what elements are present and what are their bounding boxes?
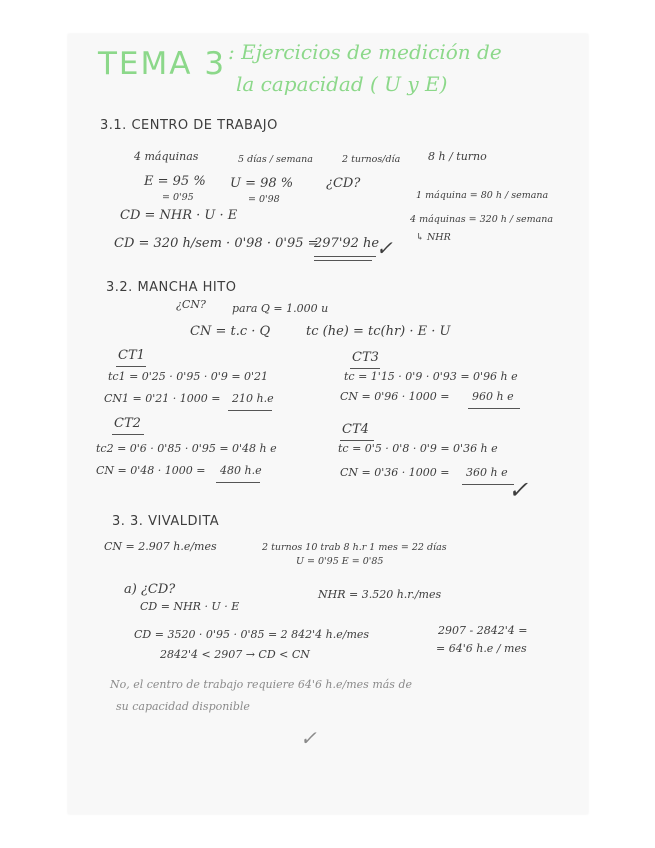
ct1-tc: tc1 = 0'25 · 0'95 · 0'9 = 0'21 [108, 370, 269, 383]
ct4-tc: tc = 0'5 · 0'8 · 0'9 = 0'36 h e [338, 442, 498, 455]
s31-result-underline-2 [314, 260, 372, 261]
ct1-result-underline [228, 410, 272, 411]
ct3-cn: CN = 0'96 · 1000 = [340, 390, 450, 403]
s31-result: 297'92 he [314, 236, 380, 251]
s31-rate-four: 4 máquinas = 320 h / semana [410, 214, 554, 225]
ct2-result: 480 h.e [220, 464, 262, 477]
s32-quantity: para Q = 1.000 u [232, 302, 329, 315]
ct4-result-underline [462, 484, 514, 485]
ct2-tc: tc2 = 0'6 · 0'85 · 0'95 = 0'48 h e [96, 442, 277, 455]
ct1-cn: CN1 = 0'21 · 1000 = [104, 392, 221, 405]
ct1-underline [116, 366, 146, 367]
ct4-result: 360 h e [466, 466, 508, 479]
s31-efficiency: E = 95 % [144, 174, 206, 189]
heading-3-1: 3.1. CENTRO DE TRABAJO [100, 118, 278, 133]
heading-3-3: 3. 3. VIVALDITA [112, 514, 220, 529]
s32-question: ¿CN? [176, 298, 206, 311]
ct2-label: CT2 [114, 416, 141, 431]
title-tema: TEMA 3 [98, 46, 227, 82]
s33-calc: CD = 3520 · 0'95 · 0'85 = 2 842'4 h.e/mes [134, 628, 370, 641]
s31-efficiency-decimal: = 0'95 [162, 192, 194, 203]
title-line1: : Ejercicios de medición de [228, 40, 502, 64]
ct2-cn: CN = 0'48 · 1000 = [96, 464, 206, 477]
ct3-result: 960 h e [472, 390, 514, 403]
ct3-underline [350, 368, 380, 369]
title-line2: la capacidad ( U y E) [236, 72, 448, 96]
s31-formula: CD = NHR · U · E [120, 208, 238, 223]
s33-diff-1: 2907 - 2842'4 = [438, 624, 528, 637]
s33-check-icon: ✓ [300, 726, 317, 750]
s31-calc: CD = 320 h/sem · 0'98 · 0'95 = [114, 236, 319, 251]
ct3-tc: tc = 1'15 · 0'9 · 0'93 = 0'96 h e [344, 370, 518, 383]
s31-days: 5 días / semana [238, 154, 313, 165]
s33-diff-2: = 64'6 h.e / mes [436, 642, 527, 655]
ct4-label: CT4 [342, 422, 369, 437]
s33-ue: U = 0'95 E = 0'85 [296, 556, 384, 567]
s32-check-icon: ✓ [508, 476, 529, 504]
ct2-underline [112, 434, 144, 435]
s33-conclusion-1: No, el centro de trabajo requiere 64'6 h.e/mes más de [110, 678, 412, 691]
ct3-result-underline [468, 408, 520, 409]
ct2-result-underline [216, 482, 260, 483]
s31-utilization-decimal: = 0'98 [248, 194, 280, 205]
s31-result-underline [314, 256, 376, 257]
s31-hours: 8 h / turno [428, 150, 487, 163]
s32-formula-tc: tc (he) = tc(hr) · E · U [306, 324, 451, 339]
ct3-label: CT3 [352, 350, 379, 365]
heading-3-2: 3.2. MANCHA HITO [106, 280, 237, 295]
s31-utilization: U = 98 % [230, 176, 294, 191]
s32-formula-cn: CN = t.c · Q [190, 324, 271, 339]
s33-cn: CN = 2.907 h.e/mes [104, 540, 217, 553]
s31-rate-one: 1 máquina = 80 h / semana [416, 190, 549, 201]
s31-check-icon: ✓ [376, 236, 393, 260]
ct4-underline [340, 440, 374, 441]
s31-shifts: 2 turnos/día [342, 154, 401, 165]
s31-question: ¿CD? [326, 176, 361, 191]
ct4-cn: CN = 0'36 · 1000 = [340, 466, 450, 479]
s31-machines: 4 máquinas [134, 150, 199, 163]
s33-formula: CD = NHR · U · E [140, 600, 240, 613]
s33-nhr: NHR = 3.520 h.r./mes [318, 588, 442, 601]
s33-conclusion-2: su capacidad disponible [116, 700, 250, 713]
s31-nhr-arrow: ↳ NHR [416, 232, 451, 243]
s33-data: 2 turnos 10 trab 8 h.r 1 mes = 22 días [262, 542, 447, 553]
s33-compare: 2842'4 < 2907 → CD < CN [160, 648, 310, 661]
s33-part-a: a) ¿CD? [124, 582, 176, 597]
ct1-label: CT1 [118, 348, 145, 363]
ct1-result: 210 h.e [232, 392, 274, 405]
